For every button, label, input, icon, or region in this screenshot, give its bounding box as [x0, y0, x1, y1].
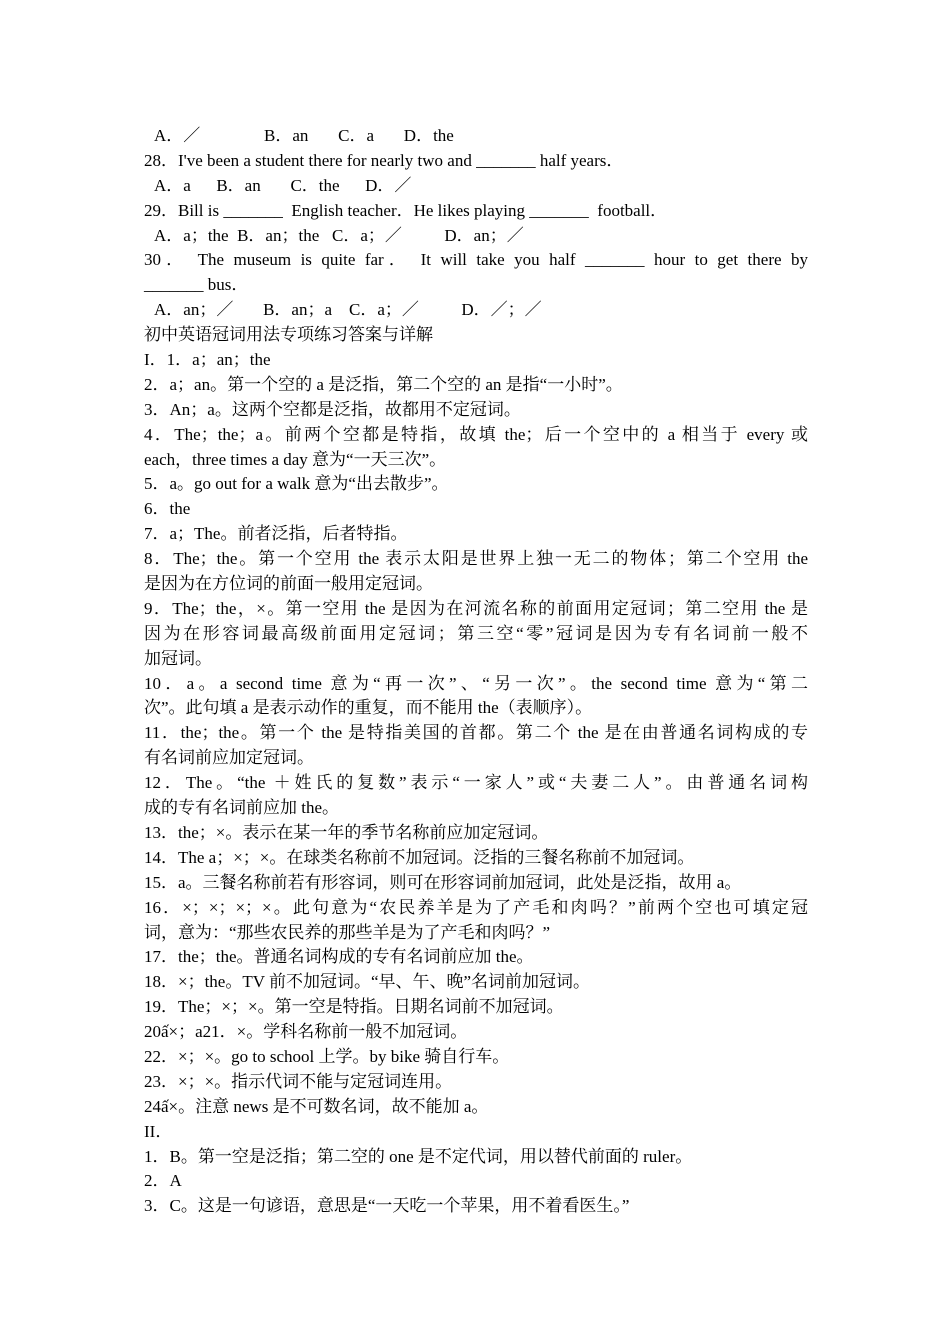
q29-options: A．a；the B．an；the C．a；／ D．an；／ [154, 225, 524, 245]
answer-ii-1: 1．B。第一空是泛指；第二空的 one 是不定代词，用以替代前面的 ruler。 [144, 1146, 693, 1166]
answer-8-line2: 是因为在方位词的前面一般用定冠词。 [144, 574, 433, 594]
answer-23: 23．×；×。指示代词不能与定冠词连用。 [144, 1071, 453, 1091]
answer-7: 7．a；The。前者泛指，后者特指。 [144, 524, 408, 544]
q28-options: A．a B．an C．the D．／ [154, 175, 412, 195]
section-1-heading: I．1．a；an；the [144, 350, 271, 370]
answer-5: 5．a。go out for a walk 意为“出去散步”。 [144, 474, 449, 494]
answer-9-line1: 9．The；the，×。第一空用 the 是因为在河流名称的前面用定冠词；第二空用 the 是 [144, 598, 808, 618]
answer-9-line3: 加冠词。 [144, 648, 212, 668]
answer-16-line1: 16．×；×；×；×。此句意为“农民养羊是为了产毛和肉吗？”前两个空也可填定冠 [144, 897, 808, 917]
answer-8-line1: 8．The；the。第一个空用 the 表示太阳是世界上独一无二的物体；第二个空用 the [144, 549, 808, 569]
answer-19: 19．The；×；×。第一空是特指。日期名词前不加冠词。 [144, 997, 564, 1017]
answer-2: 2．a；an。第一个空的 a 是泛指，第二个空的 an 是指“一小时”。 [144, 374, 623, 394]
answer-12-line2: 成的专有名词前应加 the。 [144, 798, 340, 818]
answer-22: 22．×；×。go to school 上学。by bike 骑自行车。 [144, 1046, 510, 1066]
answer-10-line2: 次”。此句填 a 是表示动作的重复，而不能用 the（表顺序）。 [144, 698, 593, 718]
answer-15: 15．a。三餐名称前若有形容词，则可在形容词前加冠词，此处是泛指，故用 a。 [144, 872, 742, 892]
answer-17: 17．the；the。普通名词构成的专有名词前应加 the。 [144, 947, 534, 967]
answer-4-line1: 4．The；the；a。前两个空都是特指，故填 the；后一个空中的 a 相当于 every 或 [144, 424, 808, 444]
q30-line2: _______ bus． [144, 275, 249, 295]
section-2-heading: II． [144, 1121, 173, 1141]
answer-12-line1: 12．The。“the ＋姓氏的复数”表示“一家人”或“夫妻二人”。由普通名词构 [144, 773, 808, 793]
answers-title: 初中英语冠词用法专项练习答案与详解 [144, 325, 433, 345]
answer-14: 14．The a；×；×。在球类名称前不加冠词。泛指的三餐名称前不加冠词。 [144, 847, 695, 867]
answer-11-line2: 有名词前应加定冠词。 [144, 748, 314, 768]
answer-ii-3: 3．C。这是一句谚语，意思是“一天吃一个苹果，用不着看医生。” [144, 1196, 630, 1216]
q30-options: A．an；／ B．an；a C．a；／ D．／；／ [154, 300, 542, 320]
answer-3: 3．An；a。这两个空都是泛指，故都用不定冠词。 [144, 399, 521, 419]
answer-10-line1: 10．a。a second time 意为“再一次”、“另一次”。the second time 意为“第二 [144, 673, 808, 693]
answer-20-21: 20ấ×；a21．×。学科名称前一般不加冠词。 [144, 1022, 468, 1042]
answer-13: 13．the；×。表示在某一年的季节名称前应加定冠词。 [144, 822, 549, 842]
answer-ii-2: 2．A [144, 1171, 182, 1191]
document-page [144, 124, 808, 1219]
answer-18: 18．×；the。TV 前不加冠词。“早、午、晚”名词前加冠词。 [144, 972, 591, 992]
answer-4-line2: each，three times a day 意为“一天三次”。 [144, 449, 447, 469]
answer-6: 6．the [144, 499, 191, 519]
q30-line1: 30． The museum is quite far． It will take you half _______ hour to get there by [144, 250, 808, 270]
q27-options: A．／ B．an C．a D．the [154, 126, 454, 145]
q28: 28．I've been a student there for nearly two and _______ half years． [144, 150, 624, 170]
answer-24: 24ấ×。注意 news 是不可数名词，故不能加 a。 [144, 1096, 489, 1116]
answer-11-line1: 11．the；the。第一个 the 是特指美国的首都。第二个 the 是在由普通名词构成的专 [144, 723, 808, 743]
q29: 29．Bill is _______ English teacher．He likes playing _______ football． [144, 200, 668, 220]
answer-16-line2: 词，意为：“那些农民养的那些羊是为了产毛和肉吗？” [144, 922, 551, 942]
answer-9-line2: 因为在形容词最高级前面用定冠词；第三空“零”冠词是因为专有名词前一般不 [144, 623, 808, 643]
